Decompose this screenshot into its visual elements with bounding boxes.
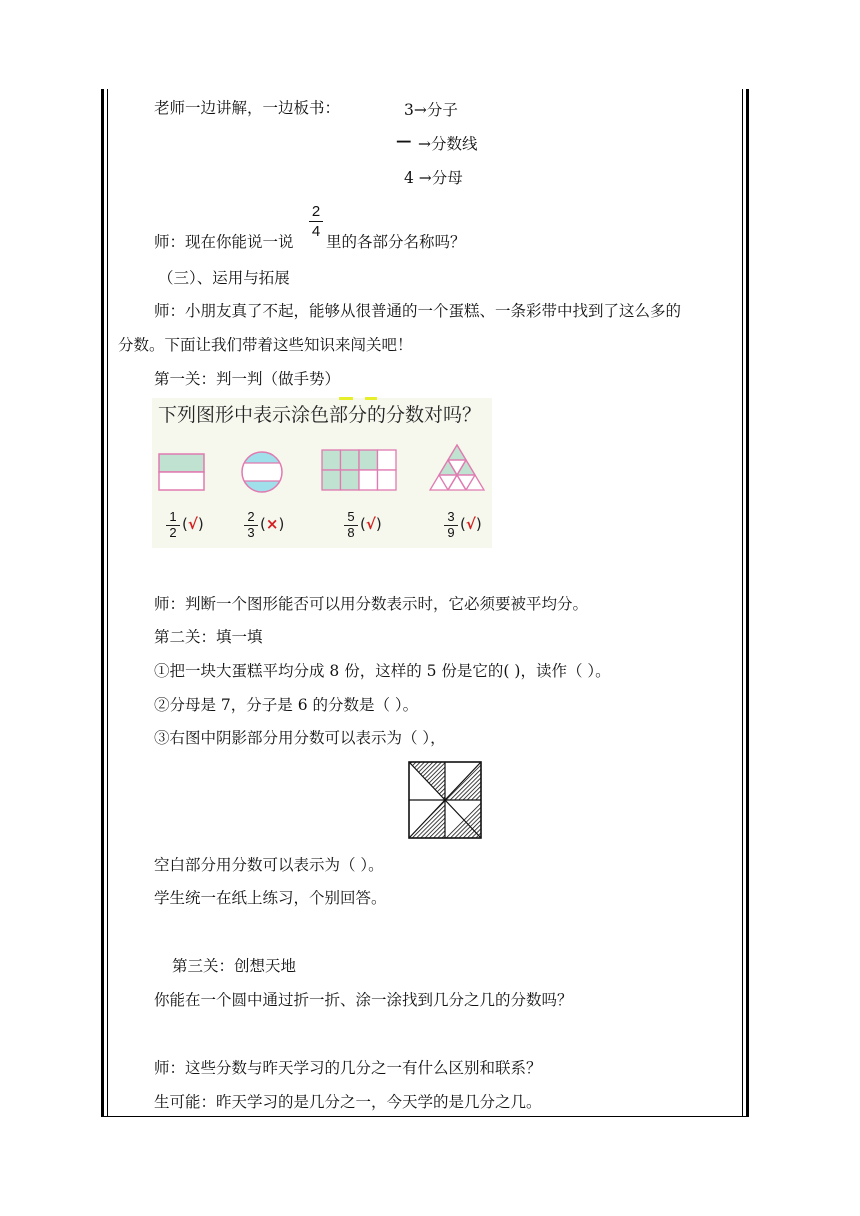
quiz-item-1	[160, 510, 230, 540]
level3-heading: 第三关：创想天地	[172, 957, 297, 975]
fill-question-3: ③右图中阴影部分用分数可以表示为（ ），	[154, 729, 446, 747]
item-numerator: 1	[169, 509, 177, 524]
fraction-line-symbol: —	[396, 131, 412, 150]
board-intro: 老师一边讲解，一边板书：	[154, 99, 341, 117]
pinwheel-square-figure	[408, 761, 482, 839]
cross-mark: (×)	[260, 515, 285, 533]
triangle-shape	[430, 445, 484, 490]
fill-question-2: ②分母是 7，分子是 6 的分数是（ ）。	[154, 696, 419, 714]
level1-heading: 第一关：判一判（做手势）	[154, 370, 341, 388]
question-after: 里的各部分名称吗？	[326, 233, 466, 251]
level3-question: 你能在一个圆中通过折一折、涂一涂找到几分之几的分数吗？	[154, 991, 573, 1009]
check-icon: √	[365, 515, 376, 533]
quiz-item-4	[438, 510, 508, 540]
blank-part-question: 空白部分用分数可以表示为（ ）。	[154, 856, 384, 874]
fill-question-1: ①把一块大蛋糕平均分成 8 份，这样的 5 份是它的( )，读作（ ）。	[154, 662, 611, 680]
question-before: 师：现在你能说一说	[154, 233, 294, 251]
denominator-label: 4 →分母	[404, 169, 463, 187]
item-denominator: 3	[247, 525, 255, 540]
item-numerator: 3	[447, 509, 455, 524]
relation-question: 师：这些分数与昨天学习的几分之一有什么区别和联系？	[154, 1059, 542, 1077]
item-denominator: 8	[347, 525, 355, 540]
eighths-rectangle-shape	[322, 450, 396, 490]
check-icon: √	[465, 515, 476, 533]
judge-note: 师：判断一个图形能否可以用分数表示时，它必须要被平均分。	[154, 595, 589, 613]
practice-note: 学生统一在纸上练习，个别回答。	[154, 889, 387, 907]
paragraph-line-2: 分数。下面让我们带着这些知识来闯关吧！	[118, 336, 413, 354]
quiz-item-2	[238, 510, 308, 540]
quiz-title: 下列图形中表示涂色部分的分数对吗？	[158, 404, 482, 426]
cross-icon: ×	[265, 515, 279, 533]
fraction-denominator: 4	[311, 223, 321, 240]
section-heading: （三）、运用与拓展	[158, 269, 290, 287]
paragraph-line-1: 师：小朋友真了不起，能够从很普通的一个蛋糕、一条彩带中找到了这么多的	[154, 302, 682, 320]
check-mark: (√)	[360, 515, 382, 533]
fraction-line-label: →分数线	[418, 135, 478, 153]
half-rectangle-shape	[159, 454, 204, 490]
quiz-image	[152, 398, 492, 548]
item-denominator: 9	[447, 525, 455, 540]
item-denominator: 2	[169, 525, 177, 540]
check-mark: (√)	[182, 515, 204, 533]
numerator-label: 3→分子	[404, 101, 458, 119]
fraction-bar	[309, 221, 323, 222]
quiz-item-3	[338, 510, 408, 540]
check-mark: (√)	[460, 515, 482, 533]
check-icon: √	[187, 515, 198, 533]
item-numerator: 2	[247, 509, 255, 524]
question-fraction	[309, 203, 323, 240]
fraction-numerator: 2	[311, 203, 321, 220]
student-answer: 生可能：昨天学习的是几分之一，今天学的是几分之几。	[154, 1093, 542, 1111]
circle-shape	[240, 450, 284, 495]
level2-heading: 第二关：填一填	[154, 628, 263, 646]
item-numerator: 5	[347, 509, 355, 524]
